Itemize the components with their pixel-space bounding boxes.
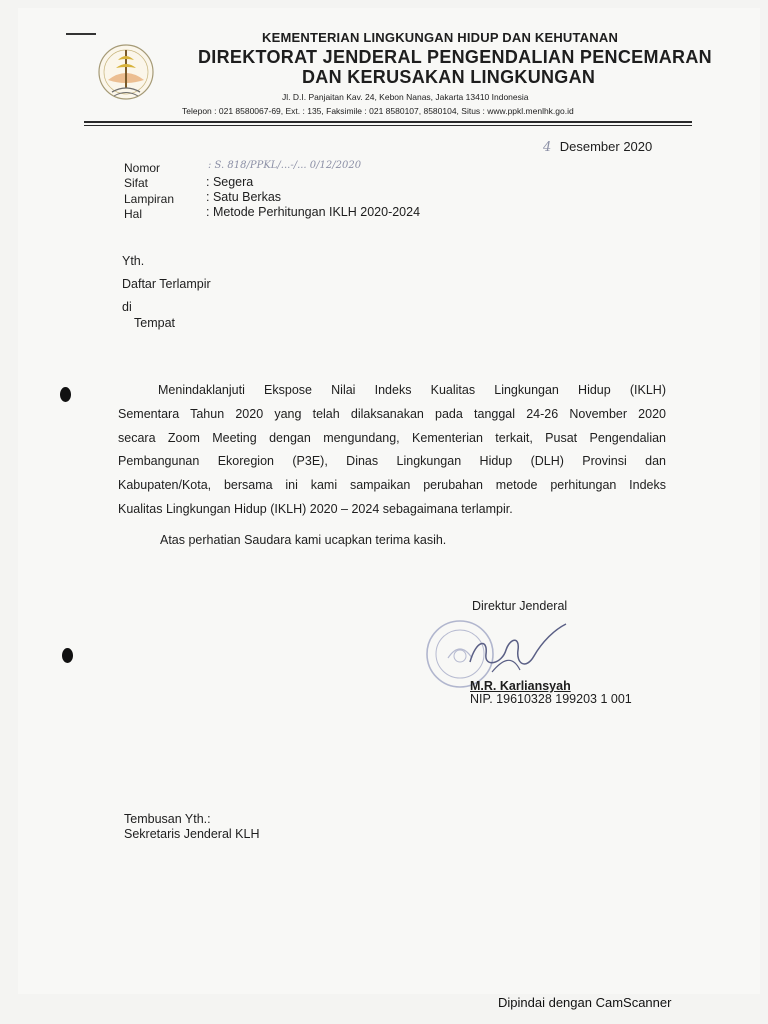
body-paragraph-1 xyxy=(118,379,666,522)
ministry-name: KEMENTERIAN LINGKUNGAN HIDUP DAN KEHUTANAN xyxy=(262,30,619,45)
letterhead-rule-thin xyxy=(84,125,692,126)
date-text: Desember 2020 xyxy=(559,139,653,154)
body-line-5: Kabupaten/Kota, bersama ini kami sampaikan perubahan metode perhitungan Indeks xyxy=(118,478,666,493)
body-line-4: Pembangunan Ekoregion (P3E), Dinas Lingkungan Hidup (DLH) Provinsi dan xyxy=(118,454,666,469)
hal-value: : Metode Perhitungan IKLH 2020-2024 xyxy=(206,205,421,219)
letterhead-address: Jl. D.I. Panjaitan Kav. 24, Kebon Nanas, Jakarta 13410 Indonesia xyxy=(282,92,529,102)
date-line xyxy=(543,138,652,156)
signatory-title: Direktur Jenderal xyxy=(472,599,568,613)
letterhead-rule-thick xyxy=(84,121,692,123)
directorate-title-line1: DIREKTORAT JENDERAL PENGENDALIAN PENCEMARAN xyxy=(198,47,712,67)
body-line-1: Menindaklanjuti Ekspose Nilai Indeks Kualitas Lingkungan Hidup (IKLH) xyxy=(158,383,666,397)
scanner-footer: Dipindai dengan CamScanner xyxy=(498,995,672,1010)
punch-hole-top xyxy=(60,387,71,402)
nomor-value: : S. 818/PPKL/...-/... 0/12/2020 xyxy=(208,160,362,171)
sifat-label: Sifat xyxy=(124,176,149,190)
ministry-logo-icon xyxy=(96,36,156,112)
body-line-6: Kualitas Lingkungan Hidup (IKLH) 2020 – 2024 sebagaimana terlampir. xyxy=(118,501,513,516)
recipient-di: di xyxy=(122,300,132,314)
signature-scribble-icon xyxy=(462,620,572,680)
body-paragraph-2: Atas perhatian Saudara kami ucapkan terima kasih. xyxy=(160,533,447,547)
pen-mark xyxy=(66,33,96,35)
punch-hole-bottom xyxy=(62,648,73,663)
signatory-nip: NIP. 19610328 199203 1 001 xyxy=(470,692,632,706)
signatory-name: M.R. Karliansyah xyxy=(470,679,571,693)
sifat-value: : Segera xyxy=(206,175,254,189)
directorate-title-line2: DAN KERUSAKAN LINGKUNGAN xyxy=(302,67,596,87)
body-line-2: Sementara Tahun 2020 yang telah dilaksanakan pada tanggal 24-26 November 2020 xyxy=(118,406,666,421)
hal-label: Hal xyxy=(124,207,143,221)
recipient-yth: Yth. xyxy=(122,254,145,268)
lampiran-value: : Satu Berkas xyxy=(206,190,282,204)
nomor-label: Nomor xyxy=(124,161,161,175)
recipient-name: Daftar Terlampir xyxy=(122,277,211,291)
cc-label: Tembusan Yth.: xyxy=(124,812,211,826)
letterhead-contact: Telepon : 021 8580067-69, Ext. : 135, Faksimile : 021 8580107, 8580104, Situs : www.ppkl.menlhk.go.id xyxy=(182,106,574,116)
body-line-3: secara Zoom Meeting dengan mengundang, Kementerian terkait, Pusat Pengendalian xyxy=(118,430,666,445)
lampiran-label: Lampiran xyxy=(124,192,175,206)
date-day-handwritten: 4 xyxy=(543,140,552,155)
cc-item: Sekretaris Jenderal KLH xyxy=(124,827,260,841)
recipient-place: Tempat xyxy=(134,316,175,330)
